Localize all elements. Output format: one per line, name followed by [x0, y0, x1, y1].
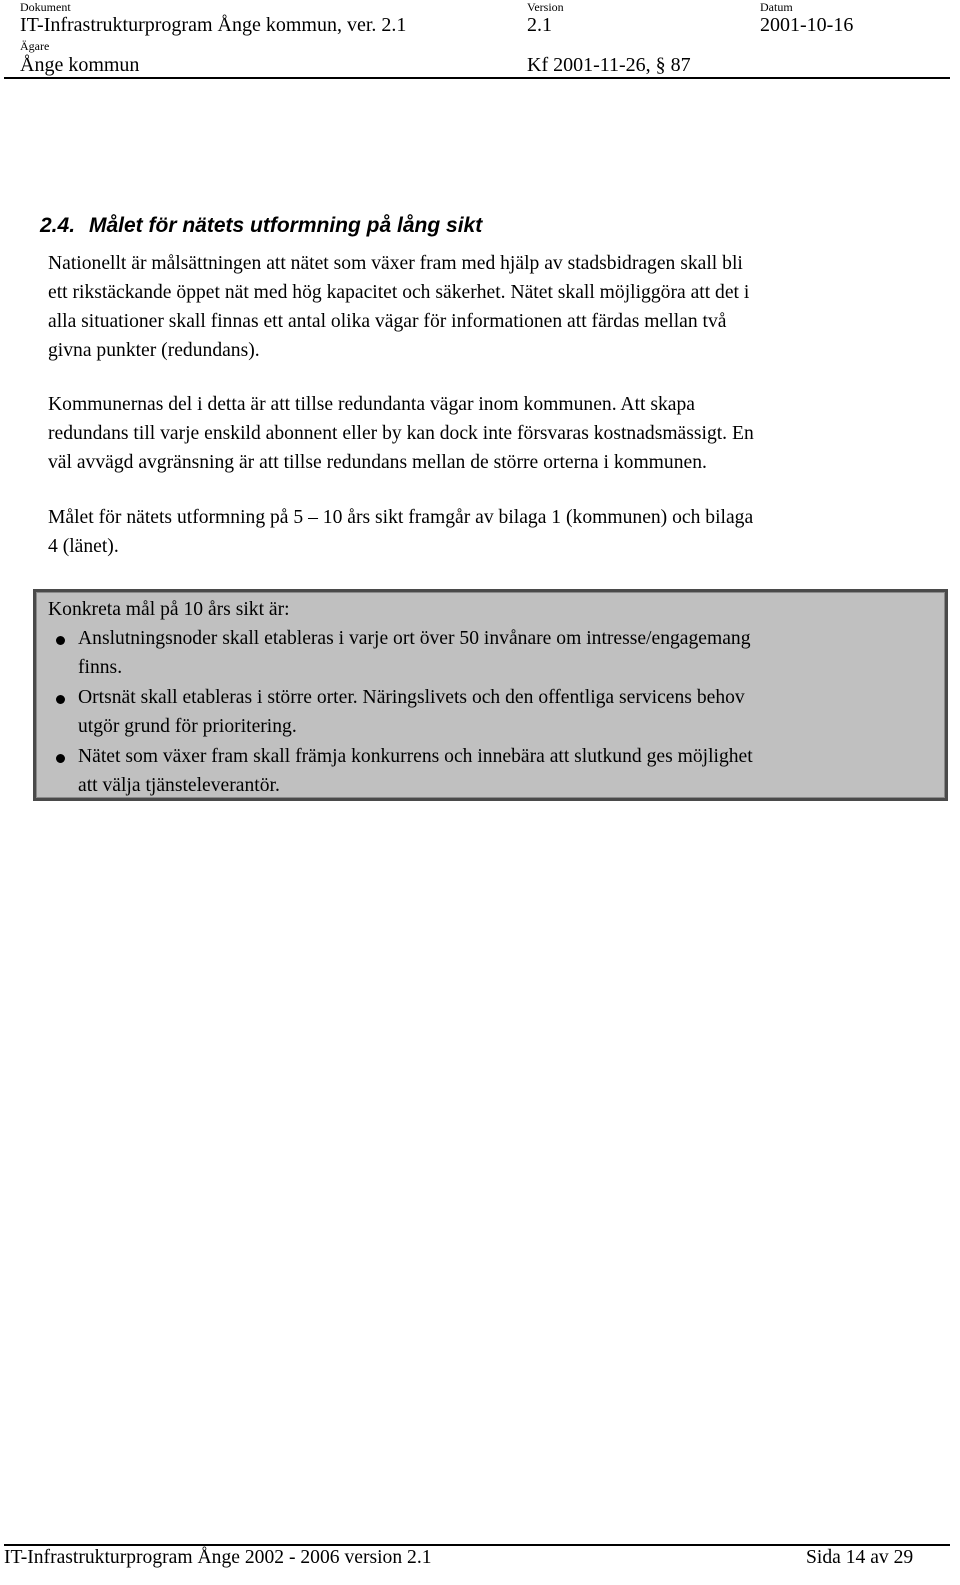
header-rule [4, 77, 950, 79]
goal-item-line: Nätet som växer fram skall främja konkurrens och innebära att slutkund ges möjlighet [78, 746, 753, 767]
decision-reference: Kf 2001-11-26, § 87 [527, 54, 691, 76]
section-heading [40, 213, 482, 239]
goal-item-line: finns. [78, 657, 123, 678]
goal-item-line: Anslutningsnoder skall etableras i varje ort över 50 invånare om intresse/engagemang [78, 628, 751, 649]
paragraph-line: väl avvägd avgränsning är att tillse redundans mellan de större orterna i kommunen. [48, 452, 707, 473]
version-label: Version [527, 0, 564, 14]
bullet-icon [56, 695, 65, 704]
section-number: 2.4. [40, 214, 76, 237]
paragraph-line: ett rikstäckande öppet nät med hög kapacitet och säkerhet. Nätet skall möjliggöra att det i [48, 282, 750, 303]
owner-value: Ånge kommun [20, 54, 140, 76]
document-label: Dokument [20, 0, 71, 14]
paragraph-line: Nationellt är målsättningen att nätet som växer fram med hjälp av stadsbidragen skall bli [48, 253, 743, 274]
paragraph-line: alla situationer skall finnas ett antal olika vägar för informationen att färdas mellan två [48, 311, 727, 332]
paragraph-line: Kommunernas del i detta är att tillse redundanta vägar inom kommunen. Att skapa [48, 394, 695, 415]
paragraph-national-goal [48, 249, 938, 365]
paragraph-municipal-role [48, 390, 938, 477]
paragraph-line: givna punkter (redundans). [48, 340, 260, 361]
paragraph-appendix-reference [48, 503, 938, 561]
paragraph-line: redundans till varje enskild abonnent eller by kan dock inte försvaras kostnadsmässigt. En [48, 423, 754, 444]
paragraph-line: 4 (länet). [48, 536, 119, 557]
goal-item-line: att välja tjänsteleverantör. [78, 775, 280, 796]
version-value: 2.1 [527, 14, 552, 36]
goal-item-line: utgör grund för prioritering. [78, 716, 297, 737]
bullet-icon [56, 636, 65, 645]
footer-document-title: IT-Infrastrukturprogram Ånge 2002 - 2006 version 2.1 [4, 1547, 432, 1568]
section-title: Målet för nätets utformning på lång sikt [89, 214, 483, 237]
date-value: 2001-10-16 [760, 14, 854, 36]
bullet-icon [56, 754, 65, 763]
document-title: IT-Infrastrukturprogram Ånge kommun, ver. 2.1 [20, 14, 407, 36]
paragraph-line: Målet för nätets utformning på 5 – 10 års sikt framgår av bilaga 1 (kommunen) och bilaga [48, 507, 754, 528]
page-number: Sida 14 av 29 [806, 1547, 914, 1568]
owner-label: Ägare [20, 39, 50, 53]
goal-box [33, 589, 948, 801]
date-label: Datum [760, 0, 793, 14]
goal-item-line: Ortsnät skall etableras i större orter. Näringslivets och den offentliga servicens behov [78, 687, 745, 708]
goal-box-title: Konkreta mål på 10 års sikt är: [48, 599, 290, 620]
